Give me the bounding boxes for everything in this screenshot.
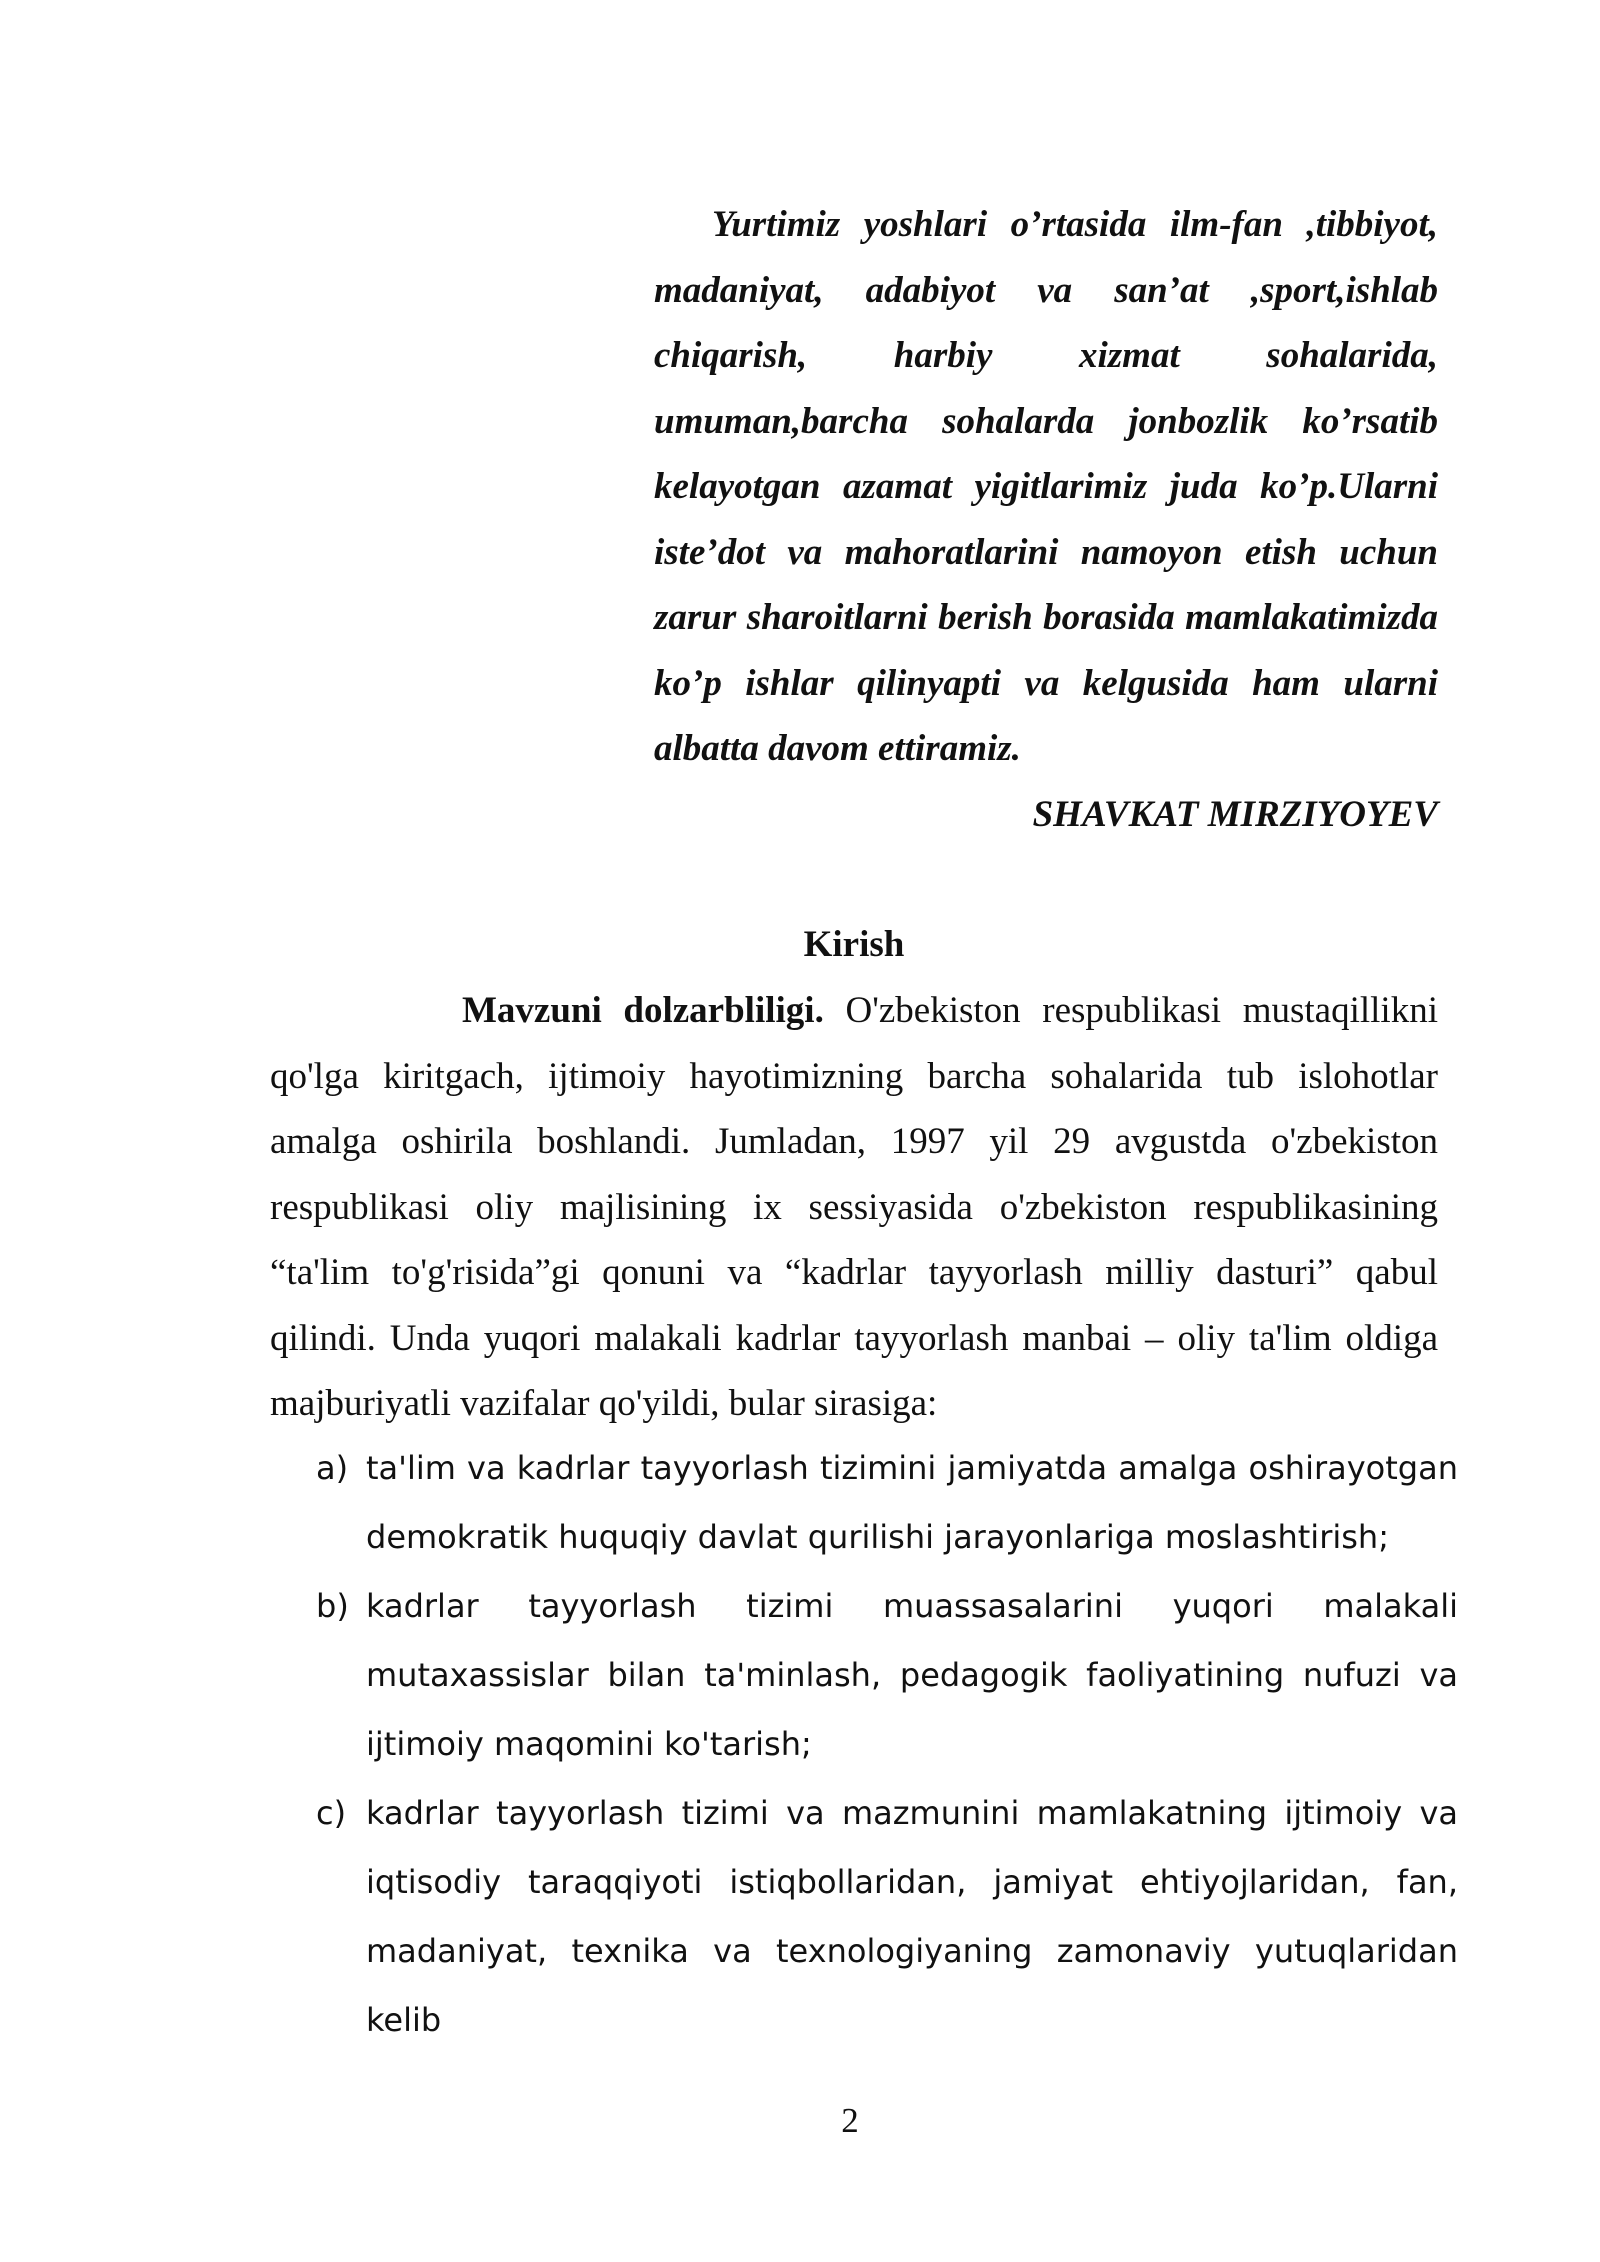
list-item xyxy=(316,1779,1458,2055)
page-number: 2 xyxy=(841,2101,859,2140)
list-item xyxy=(316,1434,1458,1572)
epigraph-author: SHAVKAT MIRZIYOYEV xyxy=(1032,794,1438,835)
list-marker: a) xyxy=(316,1449,349,1487)
list-item xyxy=(316,1572,1458,1779)
intro-text: O'zbekiston respublikasi mustaqillikni qo'lga kiritgach, ijtimoiy hayotimizning barcha sohalarida tub islohotlar amalga oshirila boshlandi. Jumladan, 1997 yil 29 avgustda o'zbekiston respublikasi oliy majlisining ix sessiyasida o'zbekiston respublikasining “ta'lim to'g'risida”gi qonuni va “kadrlar tayyorlash milliy dasturi” qabul qilindi. Unda yuqori malakali kadrlar tayyorlash manbai – oliy ta'lim oldiga majburiyatli vazifalar qo'yildi, bular sirasiga: xyxy=(270,990,1438,1424)
list-marker: c) xyxy=(316,1794,347,1832)
intro-paragraph xyxy=(270,978,1438,1437)
section-title: Kirish xyxy=(803,924,905,965)
intro-lead: Mavzuni dolzarbliligi. xyxy=(462,990,824,1031)
epigraph-quote: Yurtimiz yoshlari o’rtasida ilm-fan ,tibbiyot, madaniyat, adabiyot va san’at ,sport,ishlab chiqarish, harbiy xizmat sohalarida, umuman,barcha sohalarda jonbozlik ko’rsatib kelayotgan azamat yigitlarimiz juda ko’p.Ularni iste’dot va mahoratlarini namoyon etish uchun zarur sharoitlarni berish borasida mamlakatimizda ko’p ishlar qilinyapti va kelgusida ham ularni albatta davom ettiramiz. xyxy=(654,204,1438,769)
objectives-list xyxy=(316,1434,1458,2055)
list-item-text: ta'lim va kadrlar tayyorlash tizimini jamiyatda amalga oshirayotgan demokratik huquqiy davlat qurilishi jarayonlariga moslashtirish; xyxy=(366,1449,1458,1556)
list-marker: b) xyxy=(316,1587,349,1625)
list-item-text: kadrlar tayyorlash tizimi muassasalarini yuqori malakali mutaxassislar bilan ta'minlash, pedagogik faoliyatining nufuzi va ijtimoiy maqomini ko'tarish; xyxy=(366,1587,1458,1763)
list-item-text: kadrlar tayyorlash tizimi va mazmunini mamlakatning ijtimoiy va iqtisodiy taraqqiyoti istiqbollaridan, jamiyat ehtiyojlaridan, fan, madaniyat, texnika va texnologiyaning zamonaviy yutuqlaridan kelib xyxy=(366,1794,1458,2039)
